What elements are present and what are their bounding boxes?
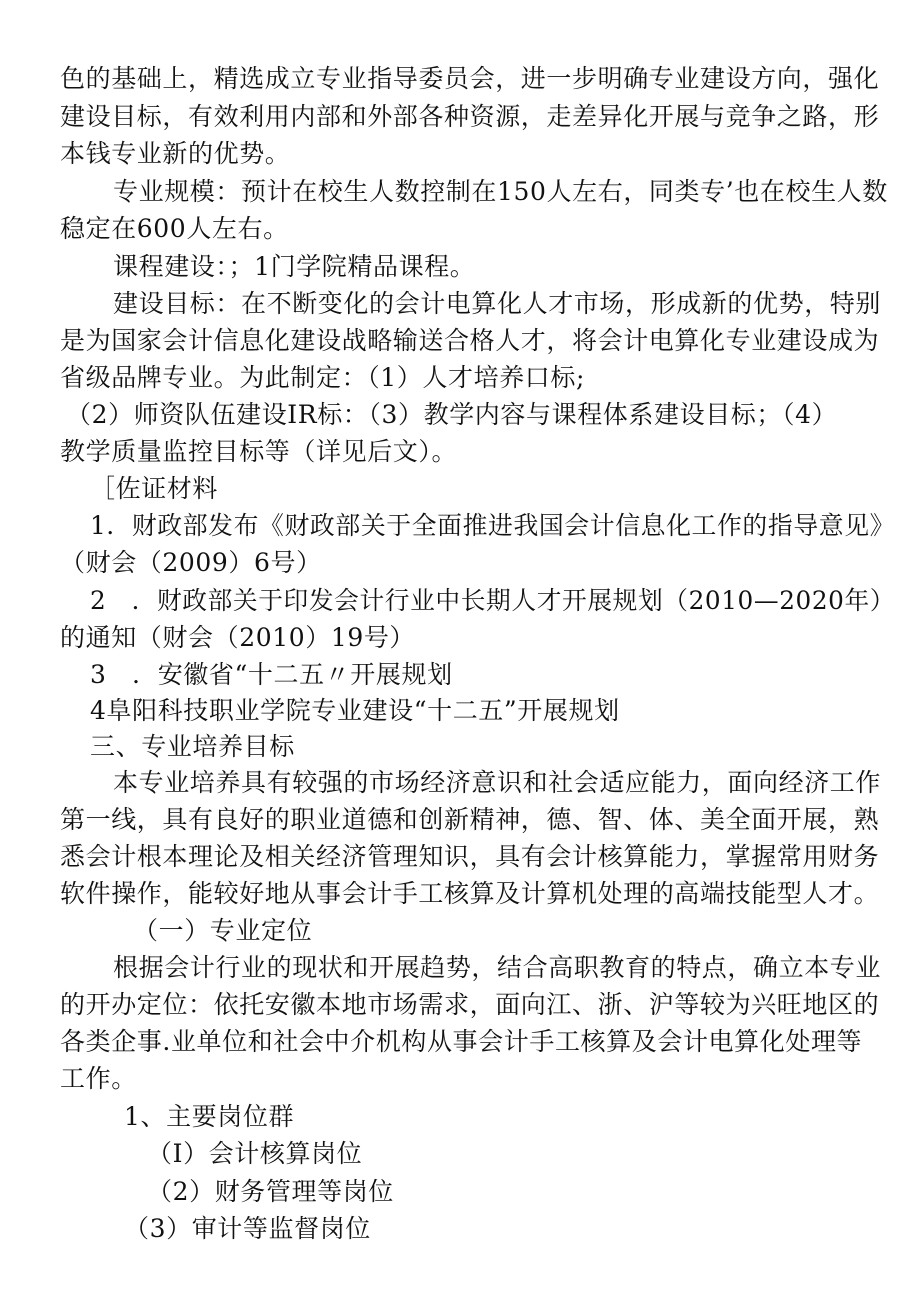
text-line: 本专业培养具有较强的市场经济意识和社会适应能力，面向经济工作	[113, 768, 882, 797]
text-line: 1．财政部发布《财政部关于全面推进我国会计信息化工作的指导意见》	[90, 511, 896, 540]
text-line: 本钱专业新的优势。	[60, 139, 291, 168]
text-line: 3 ．安徽省“十二五〃开展规划	[90, 660, 453, 689]
text-line: 建设目标：在不断变化的会计电算化人才市场，形成新的优势，特别	[113, 289, 882, 318]
text-line: 悉会计根本理论及相关经济管理知识，具有会计核算能力，掌握常用财务	[60, 842, 880, 871]
section-heading: 三、专业培养目标	[90, 732, 295, 761]
text-line: 教学质量监控目标等（详见后文）。	[60, 437, 458, 466]
text-line: 的开办定位：依托安徽本地市场需求，面向江、浙、沪等较为兴旺地区的	[60, 990, 880, 1019]
list-item: （I）会计核算岗位	[147, 1139, 363, 1168]
text-line: 课程建设：；1门学院精品课程。	[113, 252, 476, 281]
text-line: （财会（2009）6号）	[60, 548, 322, 577]
text-line: 稳定在600人左右。	[60, 214, 289, 243]
text-line: 根据会计行业的现状和开展趋势，结合高职教育的特点，确立本专业	[113, 953, 882, 982]
text-line: 2 ．财政部关于印发会计行业中长期人才开展规划（2010—2020年）	[90, 586, 896, 615]
text-line: 专业规模：预计在校生人数控制在150人左右，同类专’也在校生人数	[113, 177, 888, 206]
text-line: 第一线，具有良好的职业道德和创新精神，德、智、体、美全面开展，熟	[60, 805, 880, 834]
list-heading: 1、主要岗位群	[124, 1102, 295, 1131]
text-line: 色的基础上，精选成立专业指导委员会，进一步明确专业建设方向，强化	[60, 64, 880, 93]
subsection-heading: （一）专业定位	[133, 916, 313, 945]
text-line: 4阜阳科技职业学院专业建设“十二五”开展规划	[90, 696, 620, 725]
text-line: 建设目标，有效利用内部和外部各种资源，走差异化开展与竞争之路，形	[60, 102, 880, 131]
text-line: 是为国家会计信息化建设战略输送合格人才，将会计电算化专业建设成为	[60, 326, 880, 355]
text-line: 的通知（财会（2010）19号）	[60, 623, 416, 652]
text-line: （2）师资队伍建设IR标：（3）教学内容与课程体系建设目标；（4）	[66, 400, 838, 429]
list-item: （3）审计等监督岗位	[124, 1214, 371, 1243]
text-line: 软件操作，能较好地从事会计手工核算及计算机处理的高端技能型人才。	[60, 879, 880, 908]
text-line: 工作。	[60, 1064, 137, 1093]
text-line: 省级品牌专业。为此制定：（1）人才培养口标;	[60, 363, 586, 392]
list-item: （2）财务管理等岗位	[147, 1177, 394, 1206]
text-line: ［佐证材料	[90, 474, 219, 503]
text-line: 各类企事.业单位和社会中介机构从事会计手工核算及会计电算化处理等	[60, 1027, 863, 1056]
